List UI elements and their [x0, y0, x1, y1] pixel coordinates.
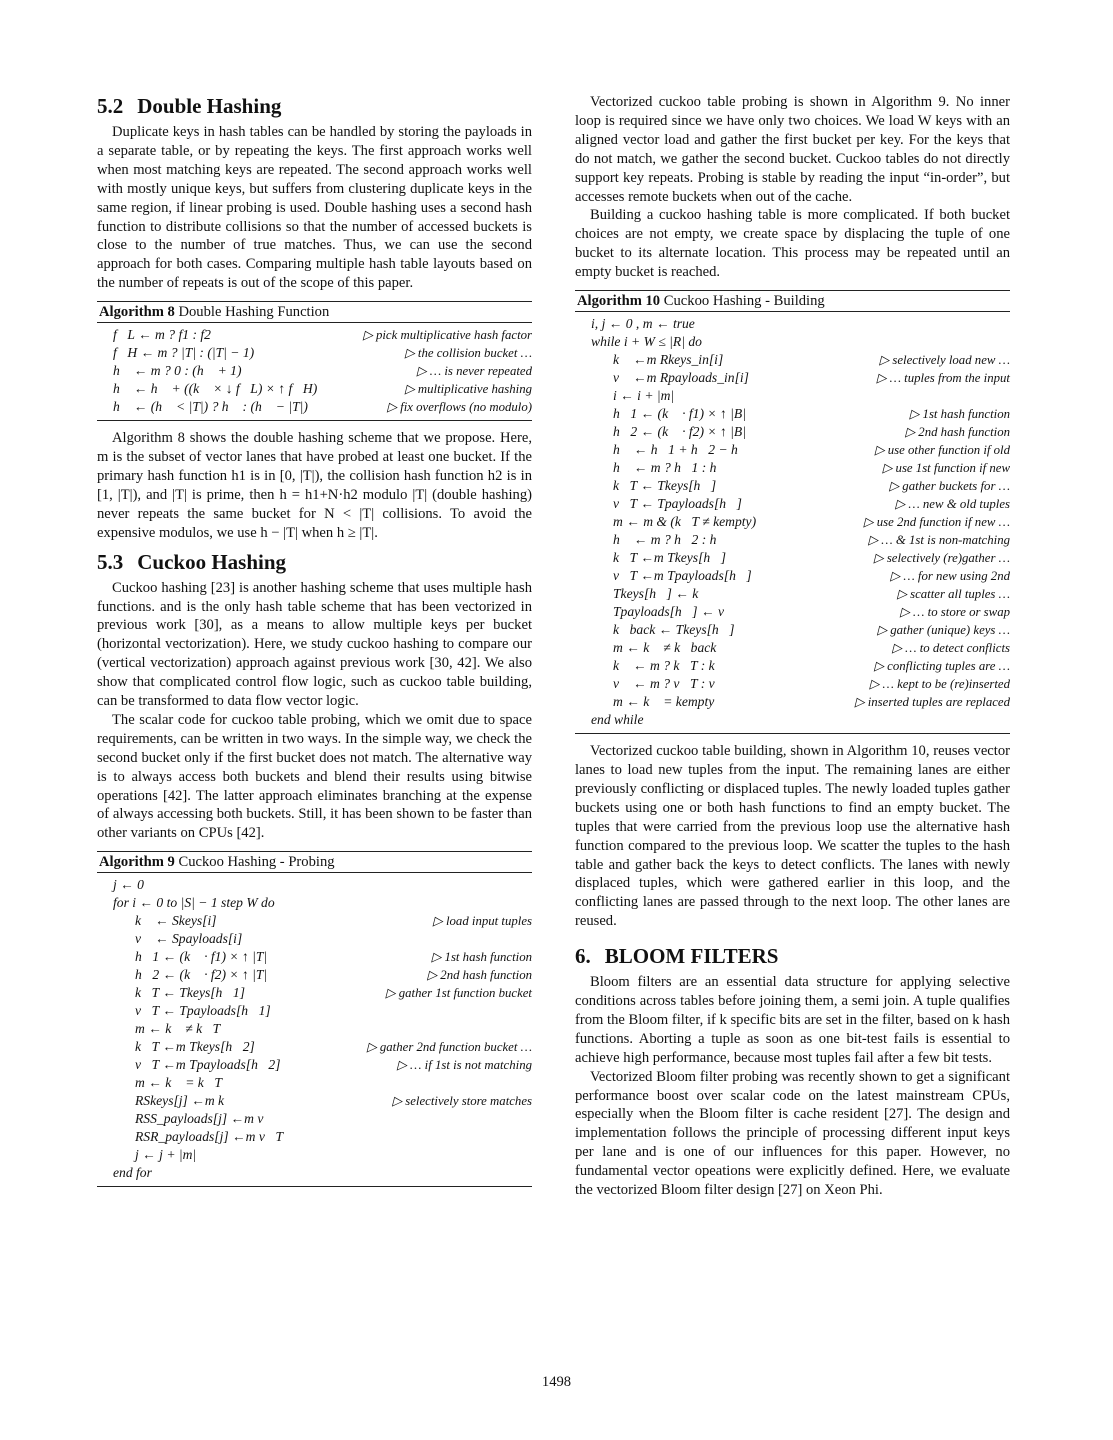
algorithm-line — [97, 1074, 532, 1092]
algorithm-statement: i, j ← 0 , m ← true — [591, 316, 695, 332]
algorithm-line — [575, 675, 1010, 693]
algorithm-statement: h⃗ ← h⃗ + ((k⃗ × ↓ f⃗L) × ↑ f⃗H) — [113, 381, 318, 397]
algorithm-body — [575, 312, 1010, 734]
algorithm-comment: ▷ pick multiplicative hash factor — [362, 328, 532, 343]
algorithm-comment: ▷ … for new using 2nd — [890, 569, 1010, 584]
algorithm-comment: ▷ scatter all tuples … — [897, 587, 1010, 602]
algorithm-line — [575, 405, 1010, 423]
algorithm-statement: v⃗T ←m Tpayloads[h⃗2] — [135, 1057, 281, 1073]
algorithm-statement: v⃗ ← m ? v⃗T : v⃗ — [613, 676, 726, 692]
algorithm-comment: ▷ … to store or swap — [900, 605, 1010, 620]
algorithm-statement: for i ← 0 to |S| − 1 step W do — [113, 895, 275, 911]
algorithm-statement: h⃗2 ← (k⃗ · f2) × ↑ |B| — [613, 424, 746, 440]
algorithm-statement: RSR_payloads[j] ←m v⃗T — [135, 1129, 284, 1145]
algorithm-caption: Algorithm 9 Cuckoo Hashing - Probing — [97, 851, 532, 873]
algorithm-comment: ▷ 2nd hash function — [905, 425, 1010, 440]
paragraph: The scalar code for cuckoo table probing, which we omit due to space requirements, can be written in two ways. In the simple way, we check the second bucket only if the first bucket does not match. The alternative way is to always access both buckets and blend their results using bitwise operations [42]. The latter approach eliminates branching at the expense of always accessing both buckets. Still, it has been shown to be faster than other variants on CPUs [42]. — [97, 711, 532, 842]
algorithm-line — [575, 315, 1010, 333]
algorithm-line — [575, 441, 1010, 459]
algorithm-line — [97, 894, 532, 912]
algorithm-line — [97, 1038, 532, 1056]
algorithm-comment: ▷ selectively load new … — [879, 353, 1010, 368]
algorithm-line — [97, 1002, 532, 1020]
algorithm-line — [575, 621, 1010, 639]
left-column — [97, 93, 532, 1195]
section-heading-6: 6. BLOOM FILTERS — [575, 944, 779, 969]
algorithm-comment: ▷ 1st hash function — [431, 950, 532, 965]
algorithm-line — [575, 585, 1010, 603]
section-heading-5-2: 5.2 Double Hashing — [97, 94, 282, 118]
algorithm-statement: k⃗ ← m ? k⃗T : k⃗ — [613, 658, 726, 674]
algorithm-statement: Tkeys[h⃗] ← k⃗ — [613, 586, 709, 602]
paragraph: Vectorized cuckoo table building, shown in Algorithm 10, reuses vector lanes to load new tuples from the input. The remaining lanes are either previously conflicting or displaced tuples. The newly loaded tuples gather buckets using one or both hash functions to find an empty bucket. The tuples that were carried from the previous loop use the alternative hash function compared to the previous loop. We scatter the tuples to the hash table and gather back the keys to detect conflicts. The lanes with newly displaced tuples, which were gathered earlier in this loop, and the conflicting lanes are passed through to the next loop. The other lanes are reused. — [575, 743, 1010, 930]
algorithm-comment: ▷ the collision bucket … — [404, 346, 532, 361]
algorithm-statement: end for — [113, 1165, 152, 1181]
algorithm-comment: ▷ … & 1st is non-matching — [868, 533, 1010, 548]
algorithm-statement: RSkeys[j] ←m k⃗ — [135, 1093, 235, 1109]
algorithm-statement: k⃗back ← Tkeys[h⃗] — [613, 622, 735, 638]
paragraph: Duplicate keys in hash tables can be handled by storing the payloads in a separate table, or by repeating the keys. The first approach works well when most matching keys are repeated. The second approach works well with mostly unique keys, but suffers from clustering duplicate keys in the same region, if linear probing is used. Double hashing uses a second hash function to distribute collisions so that the number of accessed buckets is close to the number of true matches. Thus, we can use the second approach for both cases. Comparing multiple hash table layouts based on the number of repeats is out of the scope of this paper. — [97, 124, 532, 292]
paragraph: Cuckoo hashing [23] is another hashing scheme that uses multiple hash functions. and is the only hash table scheme that has been vectorized in previous work [30], as a means to allow multiple keys per bucket (horizontal vectorization). Here, we study cuckoo hashing to compare our (vertical vectorization) approach against previous work [30, 42]. We also show that complicated control flow logic, such as cuckoo table building, can be transformed to data flow vector logic. — [97, 579, 532, 710]
algorithm-statement: m ← k⃗ ≠ k⃗T — [135, 1021, 221, 1037]
algorithm-comment: ▷ gather 2nd function bucket … — [366, 1040, 532, 1055]
algorithm-line — [97, 1020, 532, 1038]
paragraph: Bloom filters are an essential data structure for applying selective conditions across tables before joining them, a semi join. A tuple qualifies from the Bloom filter, if k specific bits are set in the filter, based on k hash functions. Aborting a tuple as soon as one bit-test fails is essential to achieve high performance, because most tuples fail after a few bit tests. — [575, 974, 1010, 1066]
algorithm-statement: h⃗2 ← (k⃗ · f2) × ↑ |T| — [135, 967, 268, 983]
algorithm-comment: ▷ gather 1st function bucket — [385, 986, 532, 1001]
algorithm-statement: k⃗ ←m Rkeys_in[i] — [613, 352, 724, 368]
algorithm-statement: k⃗T ←m Tkeys[h⃗2] — [135, 1039, 255, 1055]
algorithm-statement: v⃗T ←m Tpayloads[h⃗] — [613, 568, 752, 584]
algorithm-statement: m ← k⃗ = k⃗T — [135, 1075, 222, 1091]
algorithm-line — [575, 333, 1010, 351]
algorithm-statement: k⃗T ← Tkeys[h⃗] — [613, 478, 717, 494]
algorithm-line — [575, 603, 1010, 621]
algorithm-comment: ▷ fix overflows (no modulo) — [387, 400, 532, 415]
algorithm-statement: m ← k⃗ = kempty — [613, 694, 715, 710]
algorithm-9 — [97, 851, 532, 1187]
algorithm-statement: h⃗ ← m ? 0 : (h⃗ + 1) — [113, 363, 242, 379]
algorithm-line — [575, 639, 1010, 657]
algorithm-line — [97, 984, 532, 1002]
algorithm-statement: v⃗T ← Tpayloads[h⃗] — [613, 496, 742, 512]
algorithm-10 — [575, 290, 1010, 734]
algorithm-statement: RSS_payloads[j] ←m v⃗ — [135, 1111, 274, 1127]
algorithm-comment: ▷ conflicting tuples are … — [874, 659, 1010, 674]
algorithm-statement: k⃗T ←m Tkeys[h⃗] — [613, 550, 727, 566]
algorithm-statement: h⃗ ← m ? h⃗1 : h⃗ — [613, 460, 728, 476]
algorithm-comment: ▷ … if 1st is not matching — [397, 1058, 532, 1073]
algorithm-statement: Tpayloads[h⃗] ← v⃗ — [613, 604, 735, 620]
algorithm-line — [97, 380, 532, 398]
algorithm-caption: Algorithm 10 Cuckoo Hashing - Building — [575, 290, 1010, 312]
algorithm-statement: f⃗H ← m ? |T| : (|T| − 1) — [113, 345, 255, 361]
paragraph: Building a cuckoo hashing table is more complicated. If both bucket choices are not empty, we create space by displacing the tuple of one bucket to its alternate location. This process may be repeated until an empty bucket is reached. — [575, 207, 1010, 281]
algorithm-line — [575, 369, 1010, 387]
algorithm-comment: ▷ multiplicative hashing — [404, 382, 532, 397]
algorithm-comment: ▷ use 2nd function if new … — [863, 515, 1010, 530]
algorithm-statement: i ← i + |m| — [613, 388, 675, 404]
algorithm-comment: ▷ … to detect conflicts — [892, 641, 1010, 656]
algorithm-comment: ▷ gather buckets for … — [889, 479, 1010, 494]
algorithm-line — [97, 362, 532, 380]
algorithm-statement: v⃗T ← Tpayloads[h⃗1] — [135, 1003, 271, 1019]
algorithm-line — [97, 1146, 532, 1164]
algorithm-comment: ▷ 1st hash function — [909, 407, 1010, 422]
algorithm-line — [97, 930, 532, 948]
algorithm-statement: h⃗1 ← (k⃗ · f1) × ↑ |T| — [135, 949, 268, 965]
algorithm-statement: h⃗ ← h⃗1 + h⃗2 − h⃗ — [613, 442, 749, 458]
algorithm-line — [575, 711, 1010, 729]
algorithm-line — [575, 477, 1010, 495]
algorithm-statement: j ← j + |m| — [135, 1147, 197, 1163]
algorithm-statement: h⃗ ← m ? h⃗2 : h⃗ — [613, 532, 728, 548]
algorithm-line — [97, 1056, 532, 1074]
algorithm-line — [575, 387, 1010, 405]
algorithm-line — [97, 1092, 532, 1110]
algorithm-statement: m ← k⃗ ≠ k⃗back — [613, 640, 717, 656]
algorithm-body — [97, 873, 532, 1187]
algorithm-comment: ▷ inserted tuples are replaced — [854, 695, 1010, 710]
algorithm-line — [97, 1164, 532, 1182]
algorithm-comment: ▷ 2nd hash function — [427, 968, 532, 983]
algorithm-line — [97, 948, 532, 966]
algorithm-comment: ▷ … new & old tuples — [895, 497, 1010, 512]
algorithm-line — [97, 912, 532, 930]
algorithm-statement: v⃗ ←m Rpayloads_in[i] — [613, 370, 749, 386]
algorithm-line — [575, 495, 1010, 513]
algorithm-comment: ▷ … tuples from the input — [876, 371, 1010, 386]
algorithm-statement: f⃗L ← m ? f1 : f2 — [113, 327, 211, 343]
algorithm-line — [575, 459, 1010, 477]
algorithm-line — [575, 567, 1010, 585]
algorithm-comment: ▷ use 1st function if new — [882, 461, 1010, 476]
algorithm-line — [97, 344, 532, 362]
algorithm-statement: h⃗1 ← (k⃗ · f1) × ↑ |B| — [613, 406, 746, 422]
algorithm-line — [575, 423, 1010, 441]
algorithm-comment: ▷ use other function if old — [874, 443, 1010, 458]
algorithm-statement: h⃗ ← (h⃗ < |T|) ? h⃗ : (h⃗ − |T|) — [113, 399, 308, 415]
page-number: 1498 — [541, 1374, 572, 1390]
algorithm-statement: j ← 0 — [113, 877, 144, 893]
algorithm-line — [575, 549, 1010, 567]
paragraph: Vectorized Bloom filter probing was recently shown to get a significant performance boost over scalar code on the latest mainstream CPUs, especially when the Bloom filter is cache resident [27]. The design and implementation follows the principle of processing different input keys per lane and is one of our influences for this paper. However, no fundamental vector opeations were explicitly defined. Here, we evaluate the vectorized Bloom filter design [27] on Xeon Phi. — [575, 1068, 1010, 1199]
algorithm-caption: Algorithm 8 Double Hashing Function — [97, 301, 532, 323]
algorithm-comment: ▷ gather (unique) keys … — [877, 623, 1010, 638]
algorithm-comment: ▷ selectively (re)gather … — [873, 551, 1010, 566]
algorithm-line — [97, 1110, 532, 1128]
algorithm-statement: while i + W ≤ |R| do — [591, 334, 702, 350]
right-column — [575, 93, 1010, 1200]
algorithm-statement: k⃗T ← Tkeys[h⃗1] — [135, 985, 246, 1001]
algorithm-comment: ▷ … kept to be (re)inserted — [869, 677, 1010, 692]
algorithm-statement: v⃗ ← Spayloads[i] — [135, 931, 243, 947]
algorithm-line — [97, 398, 532, 416]
algorithm-body — [97, 323, 532, 421]
paragraph: Vectorized cuckoo table probing is shown in Algorithm 9. No inner loop is required since we have only two choices. We load W keys with an aligned vector load and gather the first bucket per key. For the keys that do not match, we gather the second bucket. Cuckoo tables do not directly support key repeats. Probing is stable by reading the input “in-order”, but accesses remote buckets when out of the cache. — [575, 94, 1010, 205]
algorithm-8 — [97, 301, 532, 421]
algorithm-line — [575, 531, 1010, 549]
section-heading-5-3: 5.3 Cuckoo Hashing — [97, 549, 287, 574]
algorithm-line — [575, 351, 1010, 369]
algorithm-statement: k⃗ ← Skeys[i] — [135, 913, 217, 929]
algorithm-comment: ▷ … is never repeated — [416, 364, 532, 379]
algorithm-line — [97, 876, 532, 894]
algorithm-line — [97, 326, 532, 344]
paragraph: Algorithm 8 shows the double hashing scheme that we propose. Here, m is the subset of vector lanes that have probed at least one bucket. If the primary hash function h1 is in [0, |T|), the collision hash function h2 is in [1, |T|), and |T| is prime, then h = h1+N·h2 modulo |T| (double hashing) never repeats the same bucket for N < |T| collisions. To avoid the expensive modulos, we use h − |T| when h ≥ |T|. — [97, 430, 532, 541]
algorithm-line — [575, 657, 1010, 675]
algorithm-statement: end while — [591, 712, 644, 728]
algorithm-line — [575, 693, 1010, 711]
algorithm-statement: m ← m & (k⃗T ≠ kempty) — [613, 514, 757, 530]
algorithm-comment: ▷ selectively store matches — [392, 1094, 532, 1109]
algorithm-line — [575, 513, 1010, 531]
algorithm-comment: ▷ load input tuples — [432, 914, 532, 929]
algorithm-line — [97, 966, 532, 984]
algorithm-line — [97, 1128, 532, 1146]
